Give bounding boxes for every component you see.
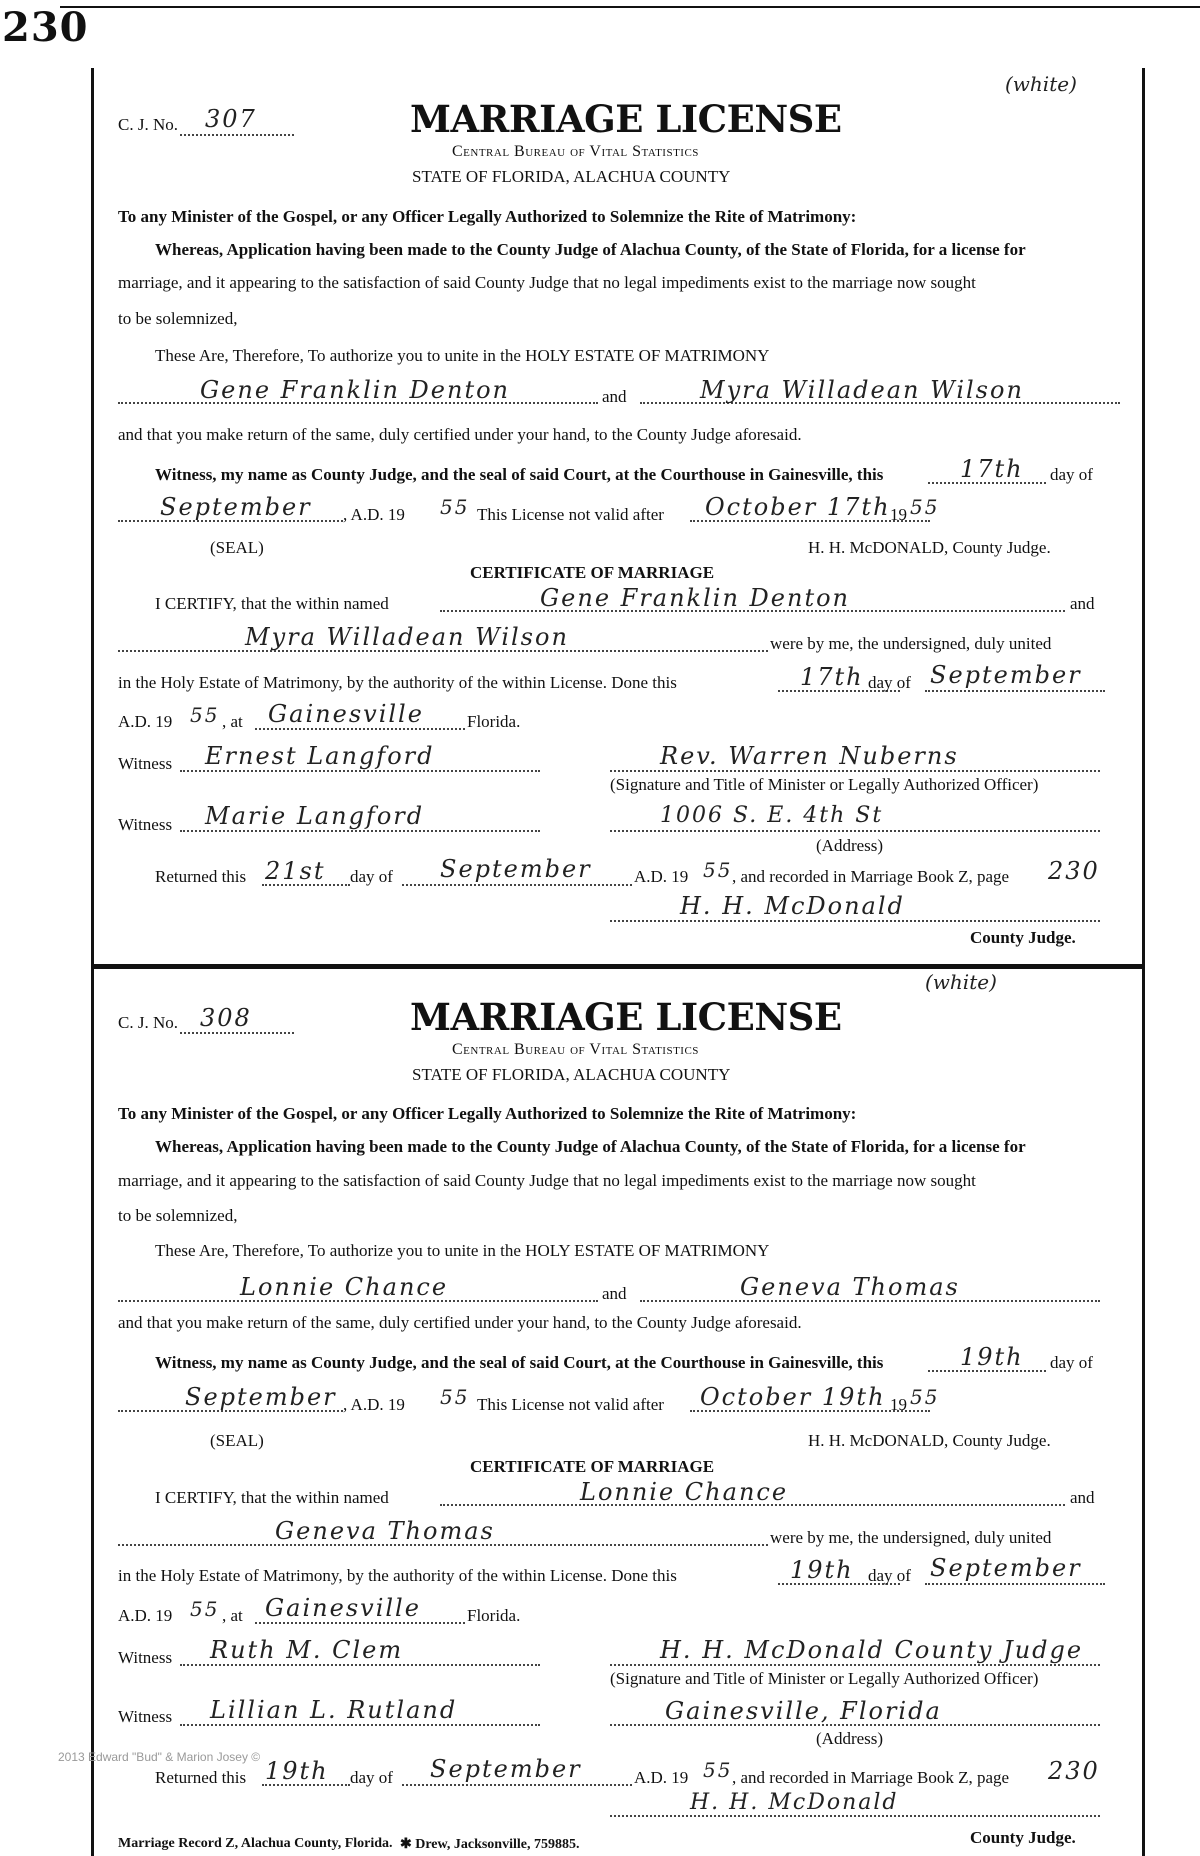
and-label-2: and: [1070, 594, 1095, 613]
done-day-of: day of: [868, 1566, 911, 1585]
at-label: , at: [222, 712, 243, 731]
to-any-line: To any Minister of the Gospel, or any Officer Legally Authorized to Solemnize the Rite of Matrimony:: [118, 1104, 857, 1123]
ad-label: , A.D. 19: [343, 505, 405, 524]
certify-label: I CERTIFY, that the within named: [155, 1488, 389, 1507]
witness-text: Witness, my name as County Judge, and the seal of said Court, at the Courthouse in Gainesville, this: [155, 1353, 884, 1372]
returned-day: 21st: [265, 857, 326, 885]
and-label: and: [602, 387, 627, 406]
judge-label: H. H. McDONALD, County Judge.: [808, 538, 1051, 557]
cj-dots: [180, 1032, 294, 1034]
officiant-name: Rev. Warren Nuberns: [660, 742, 959, 770]
witness1-name: Ernest Langford: [205, 742, 435, 770]
address-label: (Address): [816, 836, 884, 855]
and-label-2: and: [1070, 1488, 1095, 1507]
cj-number: 308: [200, 1004, 252, 1032]
place-dots: [255, 728, 465, 730]
top-rule: [60, 6, 1200, 8]
valid-until: October 17th: [705, 493, 891, 521]
day-of-label: day of: [1050, 1353, 1093, 1372]
returned-month-dots: [402, 1784, 632, 1786]
seal-label: (SEAL): [210, 1431, 264, 1450]
issue-year: 55: [440, 1385, 470, 1409]
done-day: 19th: [790, 1556, 854, 1584]
to-any-line: To any Minister of the Gospel, or any Officer Legally Authorized to Solemnize the Rite of Matrimony:: [118, 207, 857, 226]
witness-clause: [155, 465, 883, 485]
returned-ad-label: A.D. 19: [634, 1768, 689, 1787]
witness-text: Witness, my name as County Judge, and the seal of said Court, at the Courthouse in Gainesville, this: [155, 465, 884, 484]
footer-record: Marriage Record Z, Alachua County, Florida.: [118, 1836, 393, 1851]
done-place: Gainesville: [265, 1594, 421, 1622]
groom-name: Gene Franklin Denton: [200, 376, 510, 404]
returned-year: 55: [703, 1758, 733, 1782]
holy-estate-line: in the Holy Estate of Matrimony, by the authority of the within License. Done this: [118, 1566, 677, 1585]
were-by-label: were by me, the undersigned, duly united: [770, 634, 1052, 653]
license-title: MARRIAGE LICENSE: [410, 97, 842, 141]
returned-year: 55: [703, 858, 733, 882]
document-frame: [91, 68, 1145, 1856]
returned-month-dots: [402, 884, 632, 886]
valid-until: October 19th: [700, 1383, 886, 1411]
returned-label: Returned this: [155, 867, 247, 886]
done-month: September: [930, 661, 1082, 689]
sig-title-label: (Signature and Title of Minister or Legally Authorized Officer): [610, 1669, 1039, 1688]
bride-name: Myra Willadean Wilson: [700, 376, 1024, 404]
county-judge-label: County Judge.: [970, 928, 1076, 947]
done-month-dots: [925, 690, 1105, 692]
valid-year: 55: [910, 1385, 940, 1409]
race-note: (white): [925, 970, 997, 994]
officiant-name: H. H. McDonald County Judge: [660, 1636, 1084, 1664]
footer-printer-text: Drew, Jacksonville, 759885.: [415, 1837, 580, 1852]
judge-label: H. H. McDONALD, County Judge.: [808, 1431, 1051, 1450]
at-label: , at: [222, 1606, 243, 1625]
certificate-heading: CERTIFICATE OF MARRIAGE: [470, 563, 715, 582]
whereas-line-2: marriage, and it appearing to the satisfaction of said County Judge that no legal impediments exist to the marriage now sought: [118, 1171, 976, 1190]
sig-title-label: (Signature and Title of Minister or Legally Authorized Officer): [610, 775, 1039, 794]
issue-day: 19th: [960, 1343, 1024, 1371]
witness1-label: Witness: [118, 754, 173, 773]
judge-signature: H. H. McDonald: [690, 1790, 899, 1815]
record-page: 230: [1048, 857, 1100, 885]
were-by-label: were by me, the undersigned, duly united: [770, 1528, 1052, 1547]
whereas-line-1: [155, 240, 1026, 260]
ad-label: , A.D. 19: [343, 1395, 405, 1414]
address-dots: [610, 830, 1100, 832]
officiant-dots: [610, 770, 1100, 772]
done-day-of: day of: [868, 673, 911, 692]
state-line: STATE OF FLORIDA, ALACHUA COUNTY: [412, 167, 731, 186]
witness1-label: Witness: [118, 1648, 173, 1667]
florida-label: Florida.: [467, 712, 521, 731]
returned-day-of: day of: [350, 1768, 393, 1787]
whereas-line-1: [155, 1137, 1026, 1157]
certify-label: I CERTIFY, that the within named: [155, 594, 389, 613]
recorded-label: , and recorded in Marriage Book Z, page: [732, 1768, 1010, 1787]
place-dots: [255, 1622, 465, 1624]
officiant-dots: [610, 1664, 1100, 1666]
witness2-dots: [180, 1724, 540, 1726]
section-divider: [91, 964, 1145, 969]
returned-month: September: [430, 1755, 582, 1783]
done-month: September: [930, 1554, 1082, 1582]
done-year: 55: [190, 703, 220, 727]
county-judge-label: County Judge.: [970, 1828, 1076, 1847]
officiant-address: Gainesville, Florida: [665, 1697, 942, 1725]
bride-name: Geneva Thomas: [740, 1273, 960, 1301]
seal-label: (SEAL): [210, 538, 264, 557]
judge-sig-dots: [610, 1815, 1100, 1817]
address-label: (Address): [816, 1729, 884, 1748]
ad-19-label: A.D. 19: [118, 1606, 173, 1625]
certify-bride: Myra Willadean Wilson: [245, 623, 569, 651]
witness2-label: Witness: [118, 1707, 173, 1726]
witness1-dots: [180, 770, 540, 772]
whereas-line-3: to be solemnized,: [118, 1206, 238, 1225]
and-label: and: [602, 1284, 627, 1303]
copyright-watermark: 2013 Edward "Bud" & Marion Josey ©: [58, 1750, 261, 1764]
these-are-line: These Are, Therefore, To authorize you to unite in the HOLY ESTATE OF MATRIMONY: [155, 1241, 770, 1260]
whereas-text: Whereas, Application having been made to the County Judge of Alachua County, of the State of Florida, for a license for: [155, 240, 1026, 259]
race-note: (white): [1005, 72, 1077, 96]
bureau-line: Central Bureau of Vital Statistics: [452, 1041, 699, 1058]
these-are-line: These Are, Therefore, To authorize you to unite in the HOLY ESTATE OF MATRIMONY: [155, 346, 770, 365]
certify-groom: Gene Franklin Denton: [540, 584, 850, 612]
returned-label: Returned this: [155, 1768, 247, 1787]
returned-month: September: [440, 855, 592, 883]
whereas-line-3: to be solemnized,: [118, 309, 238, 328]
not-valid-label: This License not valid after: [477, 1395, 664, 1414]
witness2-label: Witness: [118, 815, 173, 834]
license-title: MARRIAGE LICENSE: [410, 995, 842, 1039]
officiant-address: 1006 S. E. 4th St: [660, 803, 884, 828]
whereas-line-2: marriage, and it appearing to the satisfaction of said County Judge that no legal impediments exist to the marriage now sought: [118, 273, 976, 292]
issue-month: September: [185, 1383, 337, 1411]
witness2-name: Lillian L. Rutland: [210, 1696, 458, 1724]
certify-bride: Geneva Thomas: [275, 1517, 495, 1545]
done-day: 17th: [800, 663, 864, 691]
cj-label: C. J. No.: [118, 115, 178, 134]
not-valid-label: This License not valid after: [477, 505, 664, 524]
certificate-heading: CERTIFICATE OF MARRIAGE: [470, 1457, 715, 1476]
witness1-name: Ruth M. Clem: [210, 1636, 404, 1664]
issue-day: 17th: [960, 455, 1024, 483]
witness2-dots: [180, 830, 540, 832]
recorded-label: , and recorded in Marriage Book Z, page: [732, 867, 1010, 886]
day-of-label: day of: [1050, 465, 1093, 484]
page-number: 230: [2, 4, 89, 51]
state-line: STATE OF FLORIDA, ALACHUA COUNTY: [412, 1065, 731, 1084]
returned-ad-label: A.D. 19: [634, 867, 689, 886]
witness1-dots: [180, 1664, 540, 1666]
record-page: 230: [1048, 1757, 1100, 1785]
florida-label: Florida.: [467, 1606, 521, 1625]
issue-year: 55: [440, 495, 470, 519]
done-place: Gainesville: [268, 700, 424, 728]
valid-19: 19: [890, 1395, 907, 1414]
return-line: and that you make return of the same, duly certified under your hand, to the County Judge aforesaid.: [118, 1313, 802, 1332]
footer-printer: ✱ Drew, Jacksonville, 759885.: [400, 1837, 580, 1852]
ad-19-label: A.D. 19: [118, 712, 173, 731]
holy-estate-line: in the Holy Estate of Matrimony, by the authority of the within License. Done this: [118, 673, 677, 692]
cj-number: 307: [205, 105, 257, 133]
cj-label: C. J. No.: [118, 1013, 178, 1032]
judge-signature: H. H. McDonald: [680, 892, 905, 920]
witness-clause: [155, 1353, 883, 1373]
done-year: 55: [190, 1597, 220, 1621]
groom-name: Lonnie Chance: [240, 1273, 449, 1301]
done-month-dots: [925, 1583, 1105, 1585]
valid-19: 19: [890, 505, 907, 524]
issue-month: September: [160, 493, 312, 521]
cj-dots: [180, 134, 294, 136]
certify-groom: Lonnie Chance: [580, 1478, 789, 1506]
valid-year: 55: [910, 495, 940, 519]
witness2-name: Marie Langford: [205, 802, 425, 830]
judge-sig-dots: [610, 920, 1100, 922]
bureau-line: Central Bureau of Vital Statistics: [452, 143, 699, 160]
return-line: and that you make return of the same, duly certified under your hand, to the County Judge aforesaid.: [118, 425, 802, 444]
returned-day: 19th: [265, 1757, 329, 1785]
whereas-text: Whereas, Application having been made to the County Judge of Alachua County, of the State of Florida, for a license for: [155, 1137, 1026, 1156]
returned-day-of: day of: [350, 867, 393, 886]
